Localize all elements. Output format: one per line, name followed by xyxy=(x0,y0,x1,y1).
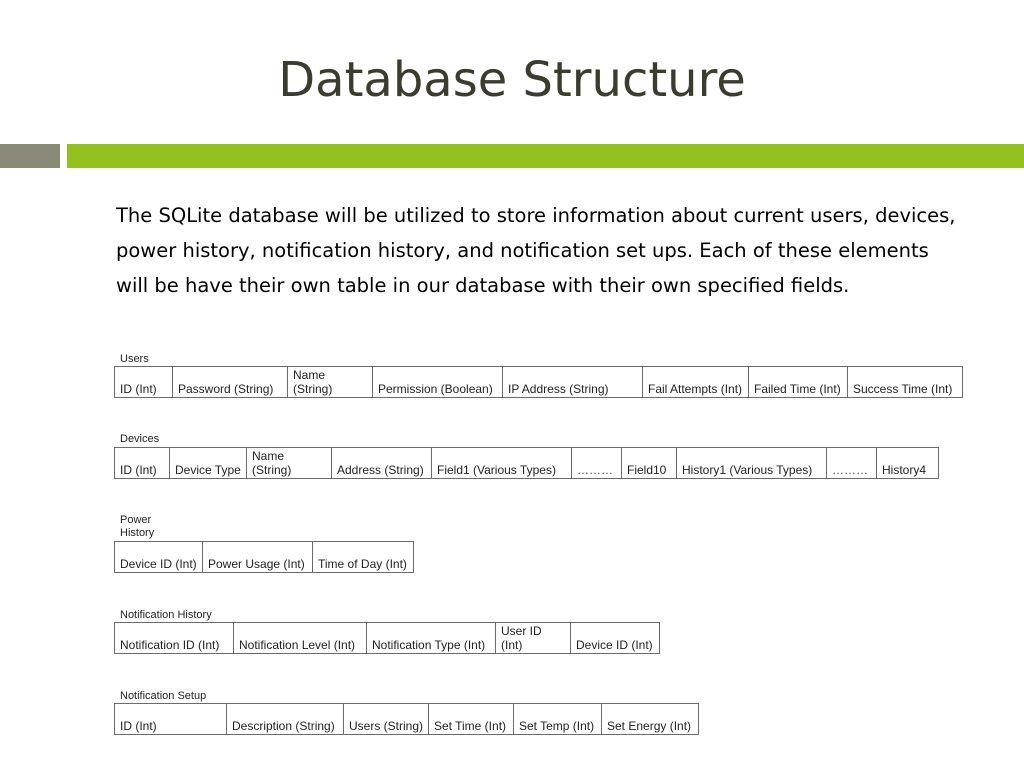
table-row xyxy=(115,704,699,735)
table-cell: Failed Time (Int) xyxy=(749,367,848,398)
notification-setup-table xyxy=(114,703,699,735)
table-cell: Permission (Boolean) xyxy=(373,367,503,398)
power-history-table xyxy=(114,541,414,573)
table-cell: Field1 (Various Types) xyxy=(432,448,572,479)
notification-history-table xyxy=(114,622,660,654)
table-cell: Success Time (Int) xyxy=(848,367,963,398)
slide-body-text: The SQLite database will be utilized to store information about current users, devices, power history, notification history, and notification set ups. Each of these elements will be have their own table in our database with their own specified fields. xyxy=(116,204,956,297)
users-table xyxy=(114,366,963,398)
table-row xyxy=(115,448,939,479)
table-cell: Time of Day (Int) xyxy=(313,542,414,573)
table-cell: Description (String) xyxy=(227,704,344,735)
notification-setup-table-label: Notification Setup xyxy=(120,690,207,702)
table-cell: Password (String) xyxy=(173,367,288,398)
table-row xyxy=(115,367,963,398)
table-cell: Set Temp (Int) xyxy=(514,704,602,735)
table-cell: ……… xyxy=(827,448,877,479)
table-cell: Notification ID (Int) xyxy=(115,623,234,654)
users-table-label: Users xyxy=(120,353,149,365)
table-cell: ID (Int) xyxy=(115,448,170,479)
table-cell: ……… xyxy=(572,448,622,479)
table-cell: Set Time (Int) xyxy=(429,704,514,735)
table-cell: Device ID (Int) xyxy=(571,623,660,654)
table-cell: Fail Attempts (Int) xyxy=(643,367,749,398)
slide-title: Database Structure xyxy=(278,52,746,108)
table-cell: Notification Level (Int) xyxy=(234,623,367,654)
devices-table xyxy=(114,447,939,479)
table-cell: History1 (Various Types) xyxy=(677,448,827,479)
title-divider-gray xyxy=(0,144,60,168)
table-cell: Set Energy (Int) xyxy=(602,704,699,735)
title-divider-green xyxy=(67,144,1024,168)
devices-table-label: Devices xyxy=(120,433,160,445)
table-cell: History4 xyxy=(877,448,939,479)
table-cell: ID (Int) xyxy=(115,367,173,398)
table-row xyxy=(115,623,660,654)
notification-history-table-label: Notification History xyxy=(120,609,212,621)
table-cell: Notification Type (Int) xyxy=(367,623,496,654)
table-cell: IP Address (String) xyxy=(503,367,643,398)
table-cell: Field10 xyxy=(622,448,677,479)
table-cell: Device ID (Int) xyxy=(115,542,203,573)
table-cell: Device Type xyxy=(170,448,247,479)
table-cell: Name (String) xyxy=(247,448,332,479)
table-row xyxy=(115,542,414,573)
table-cell: Users (String) xyxy=(344,704,429,735)
table-cell: ID (Int) xyxy=(115,704,227,735)
power-history-table-label: Power History xyxy=(120,514,155,539)
table-cell: Power Usage (Int) xyxy=(203,542,313,573)
table-cell: Name (String) xyxy=(288,367,373,398)
table-cell: Address (String) xyxy=(332,448,432,479)
table-cell: User ID (Int) xyxy=(496,623,571,654)
